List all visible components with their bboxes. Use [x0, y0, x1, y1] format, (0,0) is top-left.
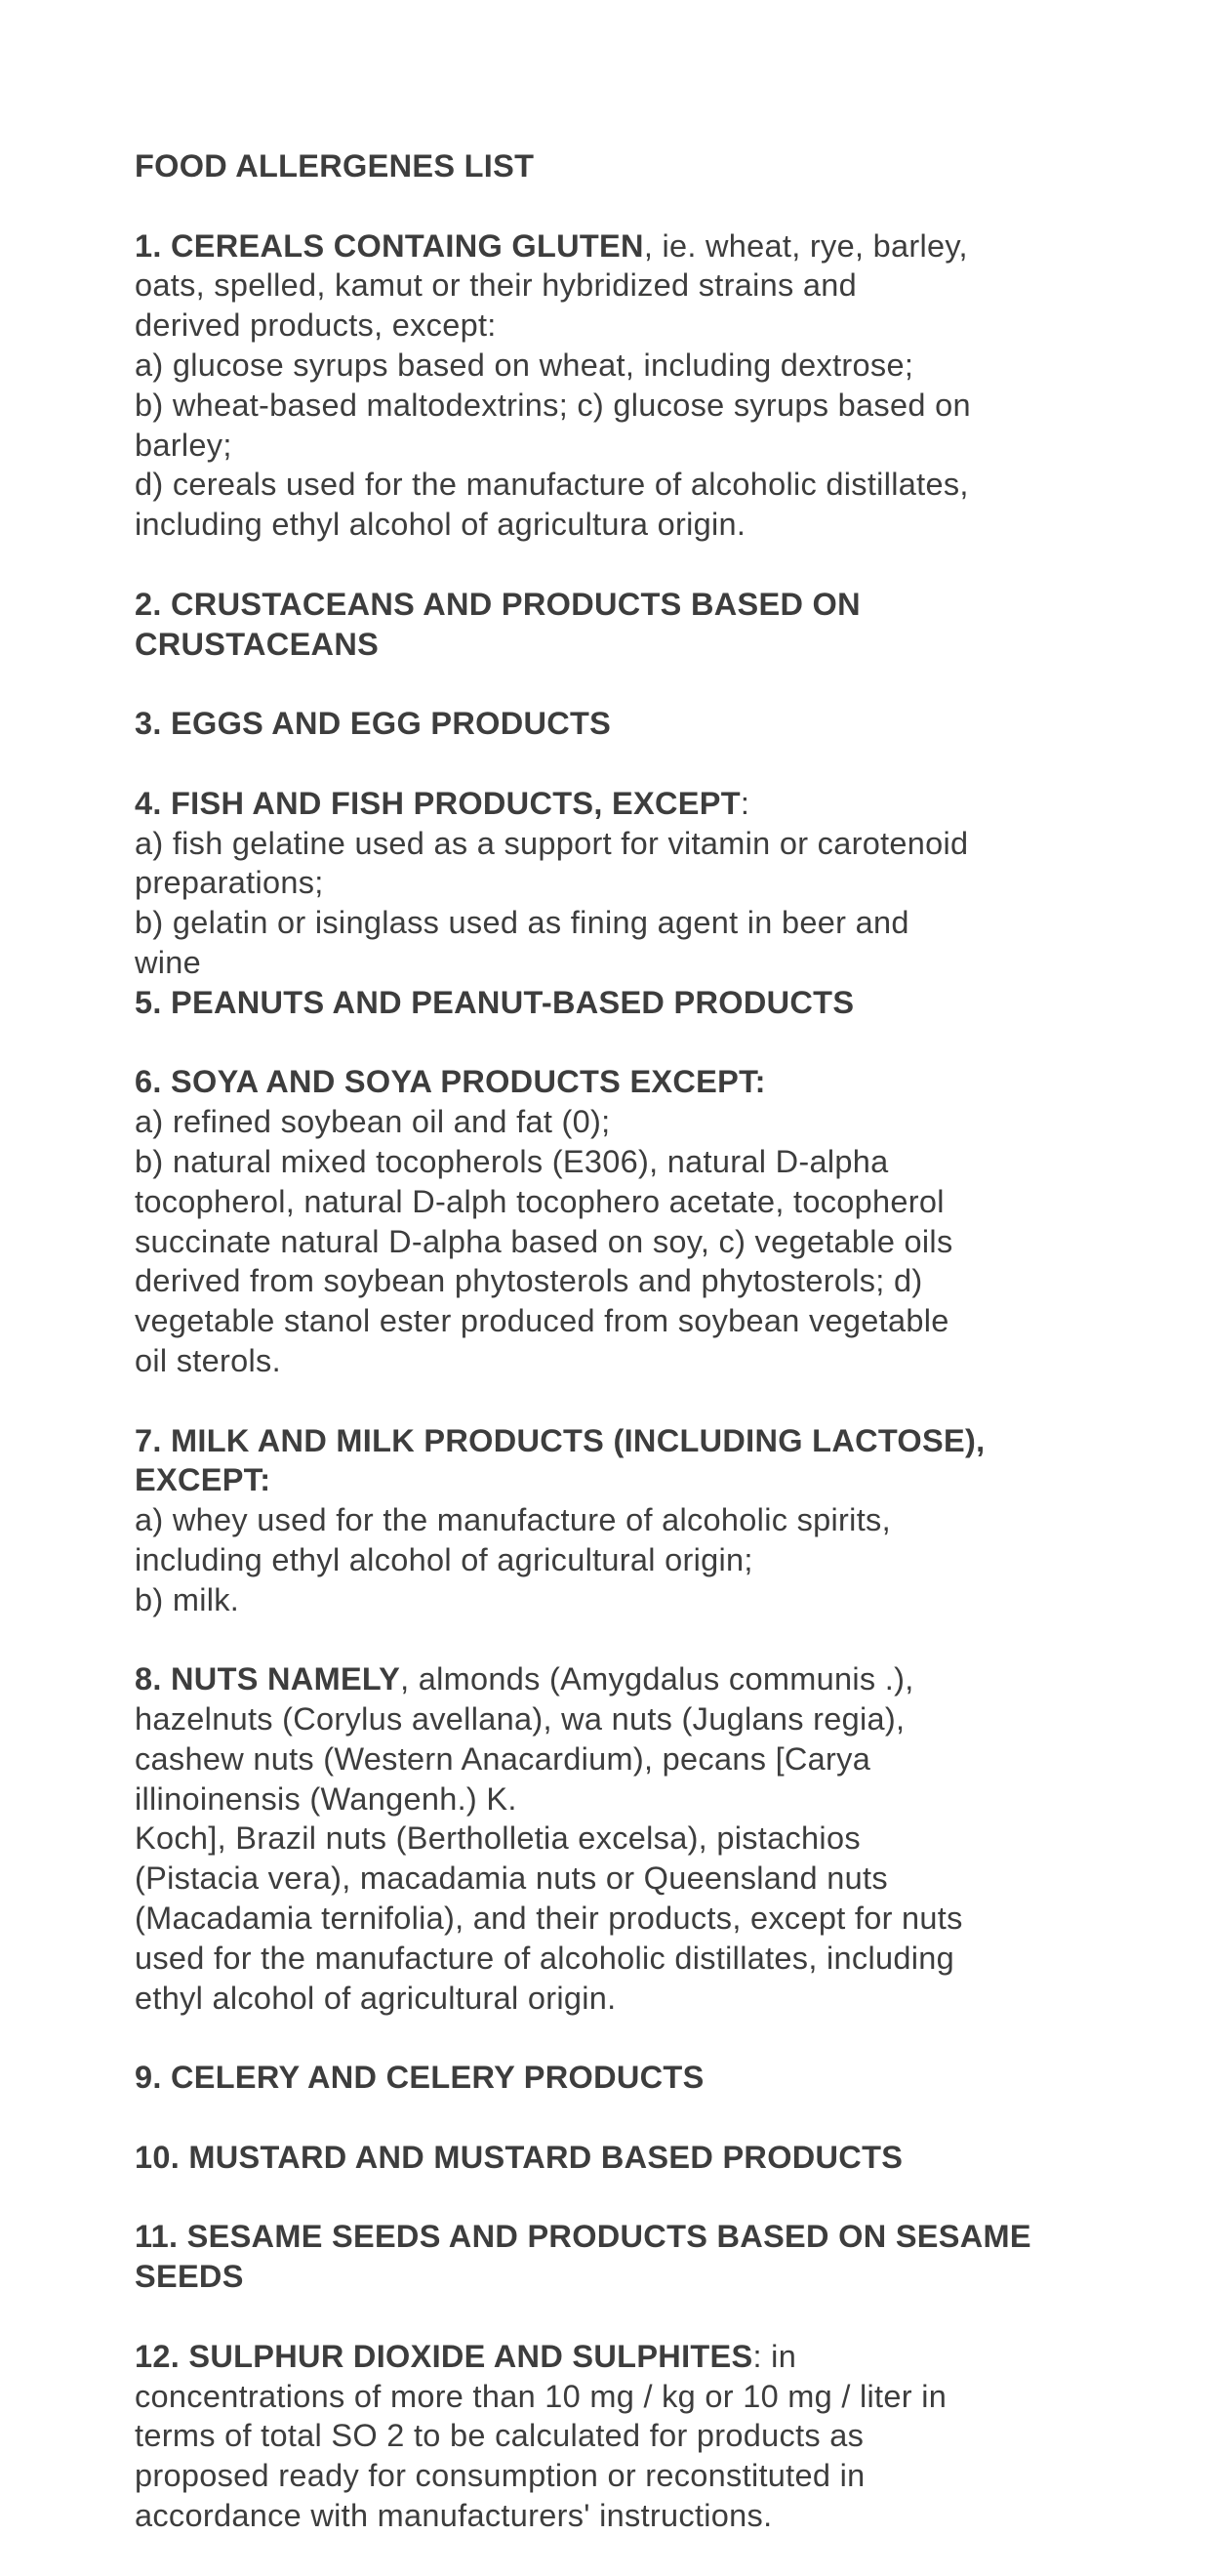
section-6-soya — [135, 1062, 1091, 1380]
spacer — [135, 545, 1091, 585]
spacer — [135, 2178, 1091, 2218]
section-2-crustaceans — [135, 585, 1091, 665]
section-4-line: preparations; — [135, 865, 324, 901]
spacer — [135, 664, 1091, 704]
section-1-line: oats, spelled, kamut or their hybridized strains and — [135, 267, 857, 304]
section-7-milk — [135, 1421, 1091, 1620]
section-9-heading: 9. CELERY AND CELERY PRODUCTS — [135, 2060, 705, 2096]
section-4-fish — [135, 784, 1091, 983]
section-8-first-line — [135, 1659, 1091, 1699]
spacer — [135, 1619, 1091, 1659]
section-4-line: a) fish gelatine used as a support for vitamin or carotenoid — [135, 825, 969, 861]
section-7-heading: 7. MILK AND MILK PRODUCTS (INCLUDING LACTOSE), — [135, 1422, 986, 1458]
section-12-sulphur — [135, 2337, 1091, 2536]
section-6-line: tocopherol, natural D-alph tocophero acetate, tocopherol — [135, 1183, 945, 1219]
section-3-heading: 3. EGGS AND EGG PRODUCTS — [135, 706, 612, 742]
section-7-line: including ethyl alcohol of agricultural origin; — [135, 1541, 753, 1577]
section-6-heading: 6. SOYA AND SOYA PRODUCTS EXCEPT: — [135, 1064, 766, 1100]
spacer — [135, 2297, 1091, 2337]
document-title: FOOD ALLERGENES LIST — [135, 148, 535, 184]
spacer — [135, 186, 1091, 226]
section-6-line: succinate natural D-alpha based on soy, c) vegetable oils — [135, 1223, 953, 1259]
section-5-heading: 5. PEANUTS AND PEANUT-BASED PRODUCTS — [135, 984, 855, 1020]
section-8-line: (Macadamia ternifolia), and their products, except for nuts — [135, 1901, 963, 1937]
section-12-line: concentrations of more than 10 mg / kg or 10 mg / liter in — [135, 2378, 948, 2414]
section-8-line: cashew nuts (Western Anacardium), pecans [Carya — [135, 1740, 871, 1777]
spacer — [135, 744, 1091, 784]
section-12-lead: 12. SULPHUR DIOXIDE AND SULPHITES — [135, 2338, 753, 2374]
section-8-nuts — [135, 1659, 1091, 2018]
section-8-line: illinoinensis (Wangenh.) K. — [135, 1780, 517, 1817]
section-2-heading: CRUSTACEANS — [135, 626, 380, 662]
section-12-line: accordance with manufacturers' instructions. — [135, 2498, 773, 2534]
section-4-line: b) gelatin or isinglass used as fining agent in beer and — [135, 905, 909, 941]
spacer — [135, 1023, 1091, 1063]
section-12-lead-suffix: : in — [752, 2338, 797, 2374]
section-1-lead-suffix: , ie. wheat, rye, barley, — [643, 227, 968, 264]
spacer — [135, 1381, 1091, 1421]
section-5-peanuts — [135, 983, 1091, 1023]
section-7-heading: EXCEPT: — [135, 1462, 271, 1498]
section-7-line: b) milk. — [135, 1581, 240, 1617]
section-10-heading: 10. MUSTARD AND MUSTARD BASED PRODUCTS — [135, 2139, 904, 2175]
section-11-heading: 11. SESAME SEEDS AND PRODUCTS BASED ON SESAME — [135, 2219, 1031, 2255]
section-4-first-line — [135, 784, 1091, 824]
section-1-line: d) cereals used for the manufacture of alcoholic distillates, — [135, 467, 969, 503]
section-6-line: b) natural mixed tocopherols (E306), natural D-alpha — [135, 1143, 889, 1179]
section-1-lead: 1. CEREALS CONTAING GLUTEN — [135, 227, 644, 264]
section-1-line: barley; — [135, 427, 232, 463]
section-6-line: oil sterols. — [135, 1342, 281, 1378]
section-1-line: a) glucose syrups based on wheat, including dextrose; — [135, 347, 914, 383]
section-9-celery — [135, 2058, 1091, 2098]
section-12-line: proposed ready for consumption or reconstituted in — [135, 2458, 866, 2494]
section-12-line: terms of total SO 2 to be calculated for products as — [135, 2418, 865, 2454]
spacer — [135, 2098, 1091, 2138]
section-8-lead-suffix: , almonds (Amygdalus communis .), — [400, 1661, 914, 1697]
section-1-line: including ethyl alcohol of agricultura origin. — [135, 507, 746, 543]
section-8-line: (Pistacia vera), macadamia nuts or Queensland nuts — [135, 1860, 888, 1897]
section-4-lead-suffix: : — [740, 785, 750, 821]
section-4-line: wine — [135, 944, 202, 980]
section-1-cereals — [135, 226, 1091, 545]
section-8-line: used for the manufacture of alcoholic distillates, including — [135, 1940, 954, 1976]
section-4-lead: 4. FISH AND FISH PRODUCTS, EXCEPT — [135, 785, 741, 821]
section-8-line: Koch], Brazil nuts (Bertholletia excelsa), pistachios — [135, 1820, 861, 1857]
document-page — [135, 146, 1091, 2536]
section-6-line: vegetable stanol ester produced from soybean vegetable — [135, 1303, 949, 1339]
section-3-eggs — [135, 704, 1091, 744]
section-1-line: derived products, except: — [135, 307, 497, 344]
section-1-line: b) wheat-based maltodextrins; c) glucose syrups based on — [135, 387, 971, 423]
section-11-heading: SEEDS — [135, 2259, 244, 2295]
spacer — [135, 2018, 1091, 2058]
section-2-heading: 2. CRUSTACEANS AND PRODUCTS BASED ON — [135, 586, 861, 622]
section-10-mustard — [135, 2138, 1091, 2178]
section-6-line: a) refined soybean oil and fat (0); — [135, 1104, 611, 1140]
section-8-lead: 8. NUTS NAMELY — [135, 1661, 401, 1697]
section-7-line: a) whey used for the manufacture of alcoholic spirits, — [135, 1502, 891, 1538]
section-12-first-line — [135, 2337, 1091, 2377]
section-1-first-line — [135, 226, 1091, 266]
section-6-line: derived from soybean phytosterols and phytosterols; d) — [135, 1263, 923, 1299]
section-8-line: hazelnuts (Corylus avellana), wa nuts (Juglans regia), — [135, 1701, 906, 1738]
section-8-line: ethyl alcohol of agricultural origin. — [135, 1980, 617, 2016]
section-11-sesame — [135, 2217, 1091, 2297]
